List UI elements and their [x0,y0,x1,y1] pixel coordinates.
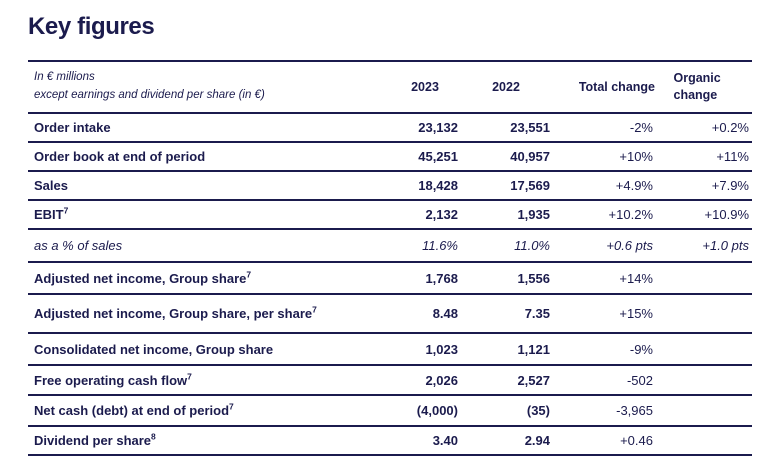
value-2023: 18,428 [418,178,458,193]
value-2022: 17,569 [510,178,550,193]
value-organic-change [657,365,752,395]
value-total-change: +10.2% [608,207,653,222]
value-2022: 1,556 [517,270,550,286]
table-row [28,229,752,262]
value-total-change: -502 [626,372,653,388]
value-2022: 40,957 [510,149,550,164]
row-label-text: Net cash (debt) at end of period [34,403,230,418]
row-label [28,365,390,395]
value-2023: 45,251 [418,149,458,164]
value-2022: 2.94 [524,433,550,448]
value-2022: 7.35 [524,306,550,321]
column-header-total-change: Total change [578,80,655,94]
footnote-ref: 7 [187,371,192,382]
row-label [28,200,390,229]
unit-note [28,61,390,113]
table-row [28,200,752,229]
row-label-text: Order book at end of period [34,149,206,164]
table-row [28,333,752,365]
row-label-text: as a % of sales [34,238,123,253]
footnote-ref: 7 [229,401,234,412]
value-organic-change: +1.0 pts [702,238,749,253]
value-2022: 1,121 [517,341,550,357]
column-header-organic-change [657,61,752,113]
row-label-text: Free operating cash flow [34,372,188,388]
row-label [28,395,390,426]
value-organic-change: +10.9% [704,207,749,222]
value-total-change: +15% [619,306,653,321]
value-organic-change: +7.9% [711,178,749,193]
value-organic-change: +11% [716,149,749,164]
table-header-row [28,61,752,113]
table-row [28,426,752,455]
table-row [28,294,752,333]
row-label-text: Dividend per share [34,433,152,448]
value-2022: 23,551 [510,120,550,135]
row-label [28,262,390,294]
value-total-change: -3,965 [616,403,653,418]
value-2023: 1,023 [425,341,458,357]
value-organic-change [657,426,752,455]
column-header-organic-change-label: Organic change [673,71,721,102]
value-organic-change [657,395,752,426]
footnote-ref: 7 [246,269,252,280]
row-label [28,229,390,262]
value-total-change: +10% [619,149,653,164]
value-total-change: +0.46 [620,433,653,448]
row-label [28,142,390,171]
value-2023: 3.40 [432,433,458,448]
value-2023: 11.6% [422,238,458,253]
value-2022: 2,527 [517,372,550,388]
value-2022: 1,935 [517,207,550,222]
value-2022: (35) [526,403,550,418]
row-label [28,426,390,455]
value-organic-change: +0.2% [711,120,749,135]
row-label-text: Adjusted net income, Group share [34,270,247,286]
row-label-text: EBIT [34,207,64,222]
page-title: Key figures [28,13,155,40]
row-label-text: Adjusted net income, Group share, per share [34,306,313,321]
table-row [28,142,752,171]
unit-note-line2: except earnings and dividend per share (in €) [34,89,265,101]
value-total-change: -9% [629,341,653,357]
footnote-ref: 7 [312,304,317,315]
value-2023: 1,768 [425,270,458,286]
value-organic-change [657,294,752,333]
value-total-change: +0.6 pts [606,238,653,253]
column-header-2023: 2023 [411,80,439,94]
row-label [28,333,390,365]
value-2023: 8.48 [432,306,458,321]
value-2023: 23,132 [418,120,458,135]
value-2023: (4,000) [416,403,458,418]
value-total-change: -2% [629,120,653,135]
value-organic-change [657,262,752,294]
value-organic-change [657,333,752,365]
table-row [28,395,752,426]
table-row [28,365,752,395]
value-2023: 2,026 [425,372,458,388]
footnote-ref: 7 [63,205,69,216]
footnote-ref: 8 [151,431,156,442]
table-row [28,113,752,142]
column-header-2022: 2022 [492,80,520,94]
row-label-text: Sales [34,178,68,193]
table-row [28,262,752,294]
value-total-change: +14% [619,270,653,286]
row-label-text: Consolidated net income, Group share [34,341,274,357]
value-2022: 11.0% [514,238,550,253]
row-label [28,113,390,142]
row-label [28,171,390,200]
unit-note-line1: In € millions [34,71,95,84]
table-row [28,171,752,200]
value-2023: 2,132 [425,207,458,222]
row-label-text: Order intake [34,120,111,135]
key-figures-table [28,60,752,456]
row-label [28,294,390,333]
value-total-change: +4.9% [615,178,653,193]
